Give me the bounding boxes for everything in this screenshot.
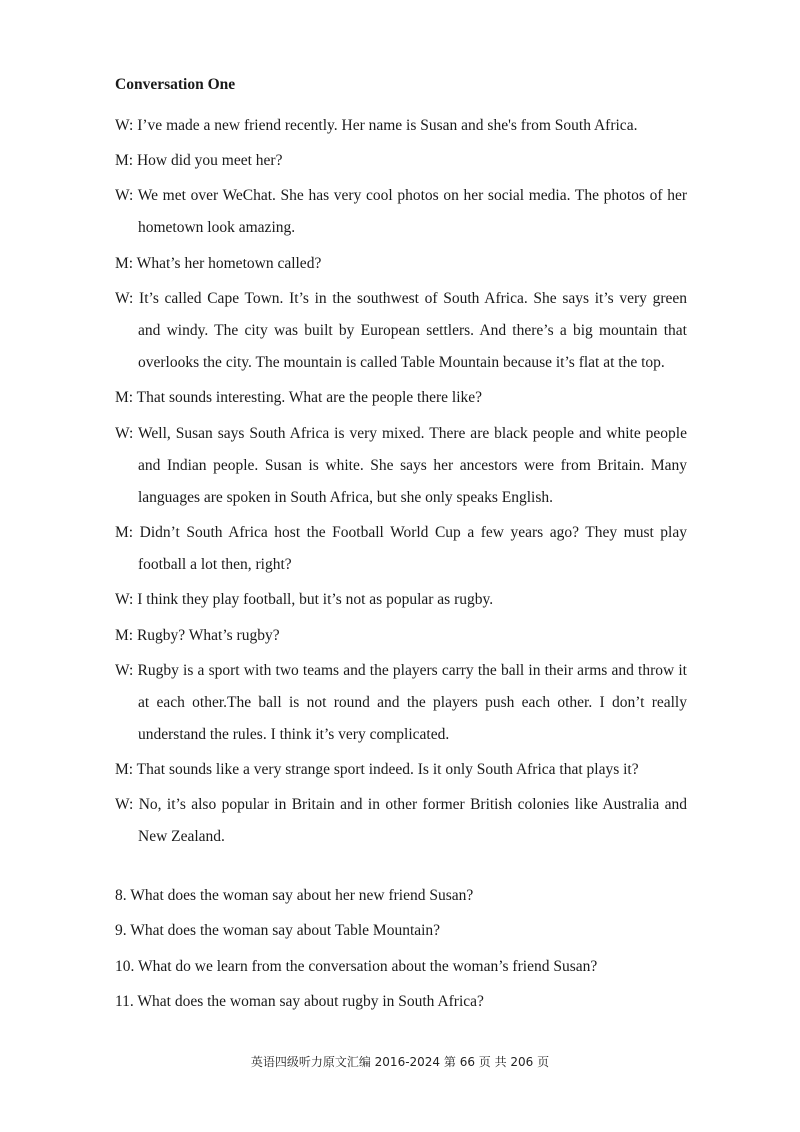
dialogue-line: W: No, it’s also popular in Britain and in other former British colonies like Australia and <box>115 796 687 813</box>
dialogue-line: M: Didn’t South Africa host the Football World Cup a few years ago? They must play <box>115 524 687 541</box>
dialogue-line: W: We met over WeChat. She has very cool photos on her social media. The photos of her <box>115 187 687 204</box>
dialogue-line-continued: and Indian people. Susan is white. She says her ancestors were from Britain. Many <box>138 457 687 474</box>
dialogue-line: M: That sounds interesting. What are the people there like? <box>115 389 483 406</box>
dialogue-line-continued: understand the rules. I think it’s very complicated. <box>138 726 450 743</box>
dialogue-line: M: Rugby? What’s rugby? <box>115 627 280 644</box>
question-item: 10. What do we learn from the conversation about the woman’s friend Susan? <box>115 958 598 975</box>
dialogue-line: M: That sounds like a very strange sport indeed. Is it only South Africa that plays it? <box>115 761 639 778</box>
page-footer: 英语四级听力原文汇编 2016-2024 第 66 页 共 206 页 <box>250 1055 550 1069</box>
dialogue-line: W: I think they play football, but it’s not as popular as rugby. <box>115 591 494 608</box>
dialogue-line-continued: hometown look amazing. <box>138 219 296 236</box>
dialogue-line-continued: and windy. The city was built by European settlers. And there’s a big mountain that <box>138 322 687 339</box>
dialogue-line-continued: languages are spoken in South Africa, but she only speaks English. <box>138 489 553 506</box>
conversation-heading: Conversation One <box>115 76 236 93</box>
dialogue-line-continued: football a lot then, right? <box>138 556 292 573</box>
dialogue-line-continued: overlooks the city. The mountain is called Table Mountain because it’s flat at the top. <box>138 354 665 371</box>
question-item: 11. What does the woman say about rugby in South Africa? <box>115 993 484 1010</box>
dialogue-line: M: What’s her hometown called? <box>115 255 322 272</box>
dialogue-line: M: How did you meet her? <box>115 152 283 169</box>
dialogue-line: W: It’s called Cape Town. It’s in the southwest of South Africa. She says it’s very green <box>115 290 687 307</box>
dialogue-line-continued: at each other.The ball is not round and the players push each other. I don’t really <box>138 694 687 711</box>
dialogue-line: W: Rugby is a sport with two teams and the players carry the ball in their arms and throw it <box>115 662 687 679</box>
dialogue-line: W: Well, Susan says South Africa is very mixed. There are black people and white people <box>115 425 687 442</box>
question-item: 9. What does the woman say about Table Mountain? <box>115 922 441 939</box>
dialogue-line: W: I’ve made a new friend recently. Her name is Susan and she's from South Africa. <box>115 117 638 134</box>
question-item: 8. What does the woman say about her new friend Susan? <box>115 887 474 904</box>
dialogue-line-continued: New Zealand. <box>138 828 225 845</box>
